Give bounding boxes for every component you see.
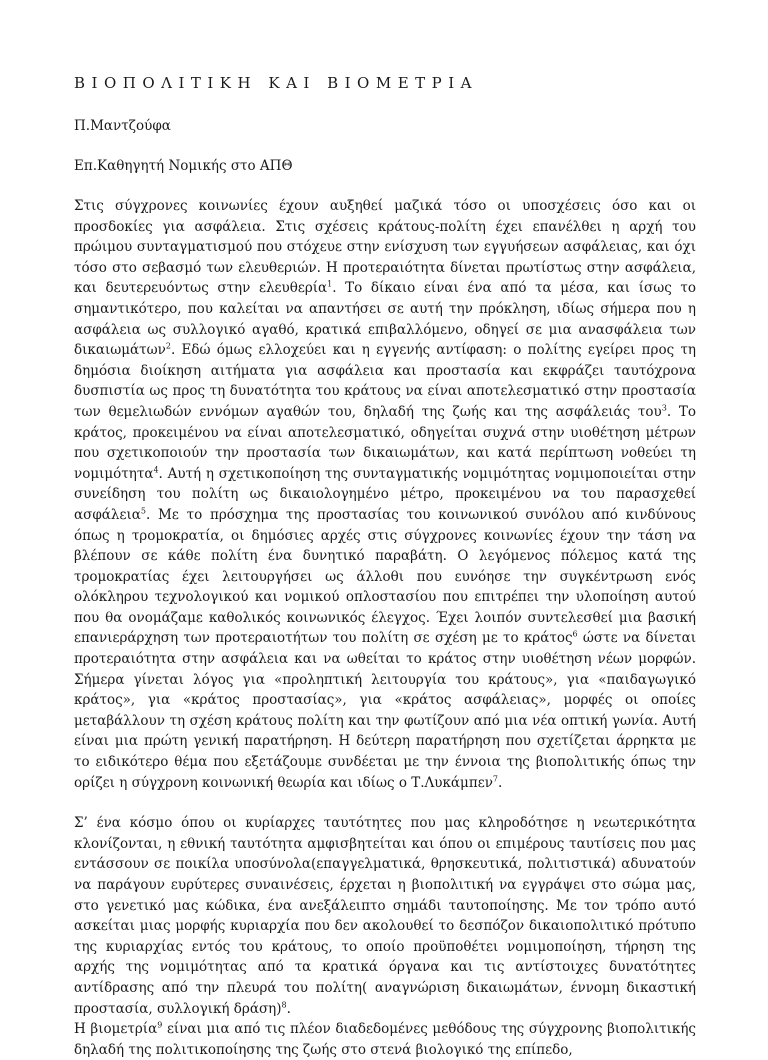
footnote-ref-3[interactable]: 3 xyxy=(661,403,667,413)
author-name: Π.Μαντζούφα xyxy=(74,118,171,134)
document-title: ΒΙΟΠΟΛΙΤΙΚΗ ΚΑΙ ΒΙΟΜΕΤΡΙΑ xyxy=(74,74,479,92)
body-paragraph-1: Στις σύγχρονες κοινωνίες έχουν αυξηθεί μαζικά τόσο οι υποσχέσεις όσο και οι προσδοκίες για ασφάλεια. Στις σχέσεις κράτους-πολίτη έχει επανέλθει η αρχή του πρώιμου συνταγματισμού που στόχευε στην ενίσχυση των εγγυήσεων ασφάλειας, και όχι τόσο στο σεβασμό των ελευθεριών. Η προτεραιότητα δίνεται πρωτίστως στην ασφάλεια, και δευτερευόντως στην ελευθερία$^1$. Το δίκαιο είναι ένα από τα μέσα, και ίσως το σημαντικότερο, που καλείται να απαντήσει σε αυτή την πρόκληση, ιδίως σήμερα που η ασφάλεια ως συλλογικό αγαθό, κρατικά επιβαλλόμενο, οδηγεί σε μια ανασφάλεια των δικαιωμάτων$^2$. Εδώ όμως ελλοχεύει και η εγγενής αντίφαση: ο πολίτης εγείρει προς τη δημόσια διοίκηση αιτήματα για ασφάλεια και προστασία και εκφράζει ταυτόχρονα δυσπιστία ως προς τη δυνατότητα του κράτους να είναι αποτελεσματικό στην προστασία των θεμελιωδών εννόμων αγαθών του, δηλαδή της ζωής και της ασφάλειάς του$^3$. Το κράτος, προκειμένου να είναι αποτελεσματικό, οδηγείται συχνά στην υιοθέτηση μέτρων που σχετικοποιούν την προστασία των δικαιωμάτων, και κατά περίπτωση νοθεύει τη νομιμότητα$^4$. Αυτή η σχετικοποίηση της συνταγματικής νομιμότητας νομιμοποιείται στην συνείδηση του πολίτη ως δικαιολογημένο μέτρο, προκειμένου να του παρασχεθεί ασφάλεια$^5$. Με το πρόσχημα της προστασίας του κοινωνικού συνόλου από κινδύνους όπως η τρομοκρατία, οι δημόσιες αρχές στις σύγχρονες κοινωνίες έχουν την τάση να βλέπουν σε κάθε πολίτη ένα δυνητικό παραβάτη. Ο λεγόμενος πόλεμος κατά της τρομοκρατίας έχει λειτουργήσει ως άλλοθι που ευνόησε την συγκέντρωση ενός ολόκληρου τεχνολογικού και νομικού οπλοστασίου που επιτρέπει την υλοποίηση αυτού που θα ονομάζαμε καθολικός κοινωνικός έλεγχος. Έχει λοιπόν συντελεσθεί μια βασική επανιεράρχηση των προτεραιοτήτων του πολίτη σε σχέση με το κράτος$^6$ ώστε να δίνεται προτεραιότητα στην ασφάλεια και να ωθείται το κράτος στην υιοθέτηση νέων μορφών. Σήμερα γίνεται λόγος για «προληπτική λειτουργία του κράτους», για «παιδαγωγικό κράτος», για «κράτος προστασίας», για «κράτος ασφάλειας», μορφές οι οποίες μεταβάλλουν τη σχέση κράτους πολίτη και την φωτίζουν από μια νέα οπτική γωνία. Αυτή είναι μια πρώτη γενική παρατήρηση. Η δεύτερη παρατήρηση που σχετίζεται άρρηκτα με το ειδικότερο θέμα που εξετάζουμε συνδέεται με την έννοια της βιοπολιτικής όπως την ορίζει η σύγχρονη κοινωνική θεωρία και ιδίως ο Τ.Λυκάμπεν$^7$. xyxy=(74,198,697,791)
footnote-ref-8[interactable]: 8 xyxy=(281,1000,287,1010)
author-affiliation: Επ.Καθηγητή Νομικής στο ΑΠΘ xyxy=(74,158,293,174)
footnote-ref-4[interactable]: 4 xyxy=(153,465,159,475)
footnote-ref-9[interactable]: 9 xyxy=(157,1020,163,1030)
footnote-ref-7[interactable]: 7 xyxy=(492,774,498,784)
body-paragraph-2: Σ’ ένα κόσμο όπου οι κυρίαρχες ταυτότητες που μας κληροδότησε η νεωτερικότητα κλονίζονται, η εθνική ταυτότητα αμφισβητείται και όπου οι επιμέρους ταυτίσεις που μας εντάσσουν σε ποικίλα υποσύνολα(επαγγελματικά, θρησκευτικά, πολιτιστικά) αδυνατούν να παράγουν ευρύτερες συναινέσεις, έρχεται η βιοπολιτική να εγγράψει στο σώμα μας, στο γενετικό μας κώδικα, ένα ανεξάλειπτο σημάδι ταυτοποίησης. Με τον τρόπο αυτό ασκείται μιας μορφής κυριαρχία που δεν ακολουθεί το δεσπόζον δικαιοπολιτικό πρότυπο της κυριαρχίας εντός του κράτους, το οποίο προϋποθέτει νομιμοποίηση, τήρηση της αρχής της νομιμότητας από τα κρατικά όργανα και τις αντίστοιχες δυνατότητες αντίδρασης από την πλευρά του πολίτη( αναγνώριση δικαιωμάτων, έννομη δικαστική προστασία, συλλογική δράση)$^8$. xyxy=(74,815,696,1017)
footnote-ref-6[interactable]: 6 xyxy=(572,629,578,639)
footnote-ref-1[interactable]: 1 xyxy=(327,279,333,289)
body-paragraph-3: Η βιομετρία$^9$ είναι μια από τις πλέον διαδεδομένες μεθόδους της σύγχρονης βιοπολιτικής δηλαδή της πολιτικοποίησης της ζωής στο στενά βιολογικό της επίπεδο, xyxy=(74,1020,696,1058)
paragraph-gap xyxy=(74,793,696,813)
footnote-ref-2[interactable]: 2 xyxy=(165,341,171,351)
footnote-ref-5[interactable]: 5 xyxy=(140,506,146,516)
